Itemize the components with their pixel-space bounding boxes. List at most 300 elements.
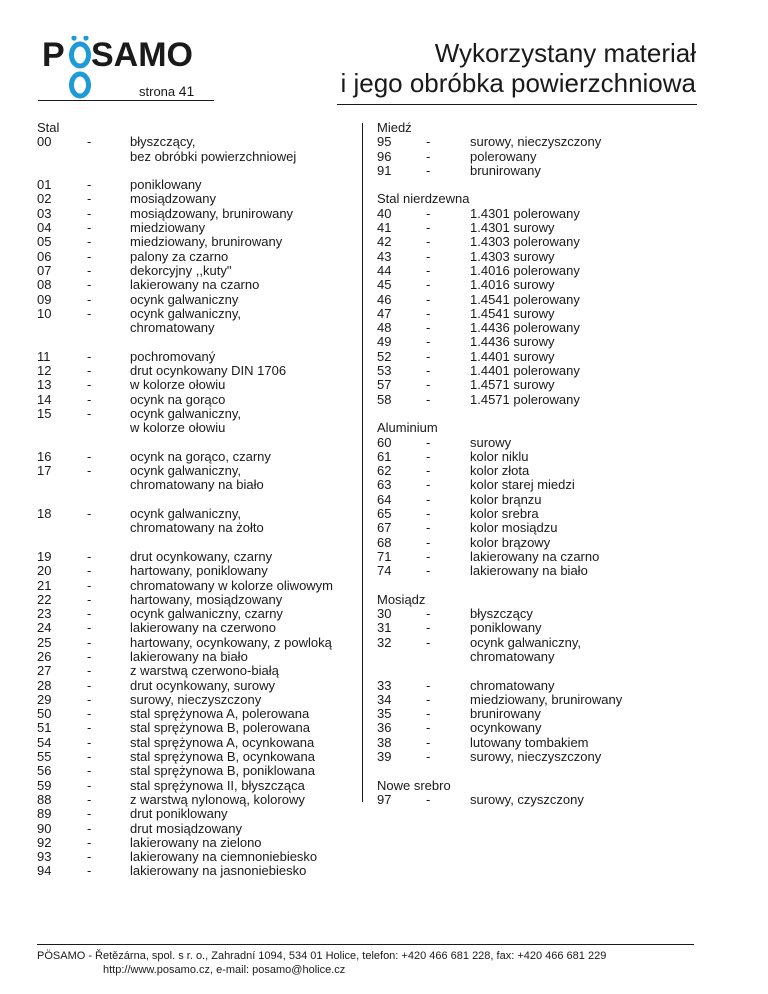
item-dash: - (426, 477, 431, 493)
item-dash: - (426, 262, 431, 278)
item-dash: - (87, 863, 92, 879)
item-code: 71 (377, 548, 392, 564)
item-desc: 1.4016 polerowany (470, 262, 580, 278)
list-item (377, 150, 717, 164)
item-desc: 1.4301 surowy (470, 220, 555, 236)
item-desc: w kolorze ołowiu (130, 377, 226, 393)
item-desc: 1.4401 surowy (470, 348, 555, 364)
page-label (139, 83, 194, 99)
group-title: Mosiądz (377, 591, 426, 607)
list-item (37, 650, 357, 664)
item-dash: - (87, 377, 92, 393)
item-code: 12 (37, 363, 52, 379)
item-dash: - (426, 320, 431, 336)
item-dash: - (426, 534, 431, 550)
list-item (377, 393, 717, 407)
list-item (37, 579, 357, 593)
item-dash: - (87, 448, 92, 464)
item-dash: - (87, 791, 92, 807)
list-item (37, 564, 357, 578)
item-code: 40 (377, 205, 392, 221)
item-dash: - (87, 777, 92, 793)
list-item (37, 264, 357, 278)
item-desc: hartowany, mosiądzowany (130, 591, 283, 607)
item-desc: surowy (470, 434, 512, 450)
item-dash: - (426, 606, 431, 622)
item-desc: ocynk na gorąco (130, 391, 226, 407)
item-dash: - (426, 677, 431, 693)
spacer (37, 493, 357, 507)
item-desc: surowy, nieczyszczony (470, 134, 602, 150)
item-dash: - (87, 248, 92, 264)
item-dash: - (87, 720, 92, 736)
item-code: 08 (37, 277, 52, 293)
item-dash: - (87, 220, 92, 236)
item-desc: lakierowany na czarno (470, 548, 600, 564)
item-dash: - (87, 134, 92, 150)
list-item (377, 478, 717, 492)
item-desc: 1.4016 surowy (470, 277, 555, 293)
item-desc: surowy, nieczyszczony (470, 749, 602, 765)
item-desc: hartowany, ocynkowany, z powloką (130, 634, 332, 650)
item-code: 13 (37, 377, 52, 393)
page-title-line2: i jego obróbka powierzchniowa (340, 68, 696, 98)
item-code: 07 (37, 262, 52, 278)
item-desc: kolor złota (470, 463, 530, 479)
item-desc: stal sprężynowa B, poniklowana (130, 763, 315, 779)
item-code: 65 (377, 506, 392, 522)
page-title (340, 38, 696, 98)
item-desc: pochromovaný (130, 348, 216, 364)
item-code: 43 (377, 248, 392, 264)
item-desc: ocynkowany (470, 720, 542, 736)
spacer (377, 178, 717, 192)
list-item (37, 707, 357, 721)
item-dash: - (87, 849, 92, 865)
item-code: 74 (377, 563, 392, 579)
item-code: 16 (37, 448, 52, 464)
item-desc: stal sprężynowa B, ocynkowana (130, 749, 315, 765)
list-item (377, 321, 717, 335)
item-dash: - (87, 463, 92, 479)
item-code: 29 (37, 691, 52, 707)
item-code: 90 (37, 820, 52, 836)
steel-list (37, 135, 357, 878)
item-code: 27 (37, 663, 52, 679)
item-code: 31 (377, 620, 392, 636)
item-dash: - (87, 548, 92, 564)
item-dash: - (87, 820, 92, 836)
item-desc: ocynk galwaniczny, czarny (130, 606, 283, 622)
list-item (37, 693, 357, 707)
list-item (377, 307, 717, 321)
group-title: Stal nierdzewna (377, 191, 470, 207)
item-desc: drut mosiądzowany (130, 820, 242, 836)
item-dash: - (426, 234, 431, 250)
item-desc: poniklowany (130, 177, 202, 193)
list-item (37, 321, 357, 335)
item-desc: stal sprężynowa A, ocynkowana (130, 734, 315, 750)
list-item (377, 636, 717, 650)
page-title-line1: Wykorzystany materiał (434, 38, 696, 68)
footer (37, 949, 737, 977)
item-dash: - (426, 205, 431, 221)
item-dash: - (87, 177, 92, 193)
item-dash: - (426, 305, 431, 321)
spacer (37, 536, 357, 550)
item-code: 68 (377, 534, 392, 550)
item-code: 92 (37, 834, 52, 850)
item-desc: chromatowany (470, 677, 555, 693)
item-code: 32 (377, 634, 392, 650)
list-item (377, 221, 717, 235)
item-dash: - (426, 520, 431, 536)
item-desc: lakierowany na jasnoniebiesko (130, 863, 307, 879)
item-dash: - (87, 205, 92, 221)
list-item (37, 607, 357, 621)
item-code: 55 (37, 749, 52, 765)
item-desc: kolor mosiądzu (470, 520, 558, 536)
item-code: 42 (377, 234, 392, 250)
item-code: 03 (37, 205, 52, 221)
list-item (37, 736, 357, 750)
item-desc: chromatowany na biało (130, 477, 264, 493)
item-desc: chromatowany na żołto (130, 520, 264, 536)
item-dash: - (87, 291, 92, 307)
item-desc: miedziowany, brunirowany (130, 234, 283, 250)
item-dash: - (426, 548, 431, 564)
item-code: 95 (377, 134, 392, 150)
item-desc: drut ocynkowany DIN 1706 (130, 363, 287, 379)
page-label-text: strona (139, 84, 176, 99)
item-dash: - (87, 234, 92, 250)
item-dash: - (87, 563, 92, 579)
list-item (377, 550, 717, 564)
item-desc: mosiądzowany, brunirowany (130, 205, 294, 221)
item-desc: kolor brązowy (470, 534, 551, 550)
list-item (37, 521, 357, 535)
spacer (37, 436, 357, 450)
list-item (37, 207, 357, 221)
list-item (37, 850, 357, 864)
item-code: 21 (37, 577, 52, 593)
item-dash: - (426, 148, 431, 164)
item-desc: ocynk na gorąco, czarny (130, 448, 271, 464)
item-code: 04 (37, 220, 52, 236)
list-item (37, 364, 357, 378)
list-item (37, 393, 357, 407)
item-code: 15 (37, 405, 52, 421)
group-title-steel: Stal (37, 120, 60, 135)
item-code: 96 (377, 148, 392, 164)
list-item (377, 521, 717, 535)
item-desc: 1.4436 polerowany (470, 320, 580, 336)
item-code: 28 (37, 677, 52, 693)
list-item (37, 793, 357, 807)
list-item (377, 235, 717, 249)
item-code: 47 (377, 305, 392, 321)
item-dash: - (426, 634, 431, 650)
list-item (377, 364, 717, 378)
svg-text:P: P (42, 36, 65, 74)
item-dash: - (87, 577, 92, 593)
item-dash: - (426, 734, 431, 750)
item-dash: - (87, 591, 92, 607)
list-item (377, 250, 717, 264)
item-desc: ocynk galwaniczny, (130, 506, 242, 522)
spacer (37, 164, 357, 178)
item-dash: - (87, 663, 92, 679)
list-item (377, 135, 717, 149)
item-desc: lutowany tombakiem (470, 734, 589, 750)
item-code: 67 (377, 520, 392, 536)
item-code: 06 (37, 248, 52, 264)
item-code: 00 (37, 134, 52, 150)
list-item (37, 636, 357, 650)
list-item (37, 150, 357, 164)
item-code: 60 (377, 434, 392, 450)
item-code: 18 (37, 506, 52, 522)
item-code: 02 (37, 191, 52, 207)
item-code: 94 (37, 863, 52, 879)
item-code: 51 (37, 720, 52, 736)
list-item (37, 550, 357, 564)
item-code: 35 (377, 706, 392, 722)
list-item (37, 235, 357, 249)
item-desc: 1.4541 surowy (470, 305, 555, 321)
item-desc: drut ocynkowany, surowy (130, 677, 275, 693)
item-desc: z warstwą nylonową, kolorowy (130, 791, 305, 807)
item-code: 56 (37, 763, 52, 779)
list-item (377, 278, 717, 292)
item-desc: drut ocynkowany, czarny (130, 548, 273, 564)
item-desc: ocynk galwaniczny, (130, 463, 242, 479)
item-code: 62 (377, 463, 392, 479)
item-dash: - (426, 720, 431, 736)
item-desc: błyszczący, (130, 134, 196, 150)
item-desc: brunirowany (470, 162, 541, 178)
chain-link-icon (72, 44, 89, 96)
item-desc: polerowany (470, 148, 537, 164)
item-code: 57 (377, 377, 392, 393)
list-item (377, 464, 717, 478)
item-code: 88 (37, 791, 52, 807)
item-desc: 1.4571 surowy (470, 377, 555, 393)
item-code: 41 (377, 220, 392, 236)
item-desc: 1.4436 surowy (470, 334, 555, 350)
item-code: 24 (37, 620, 52, 636)
item-dash: - (426, 291, 431, 307)
item-desc: kolor niklu (470, 448, 529, 464)
item-desc: chromatowany (470, 648, 555, 664)
item-desc: stal sprężynowa II, błyszcząca (130, 777, 305, 793)
item-dash: - (87, 506, 92, 522)
list-item (377, 164, 717, 178)
item-dash: - (426, 691, 431, 707)
item-dash: - (87, 262, 92, 278)
item-dash: - (426, 277, 431, 293)
spacer (37, 335, 357, 349)
item-dash: - (426, 706, 431, 722)
other-materials-column (377, 121, 717, 807)
item-desc: 1.4301 polerowany (470, 205, 580, 221)
item-desc: 1.4303 polerowany (470, 234, 580, 250)
footer-rule (37, 944, 694, 945)
item-code: 30 (377, 606, 392, 622)
list-item (37, 278, 357, 292)
item-dash: - (426, 391, 431, 407)
item-code: 52 (377, 348, 392, 364)
item-dash: - (87, 691, 92, 707)
item-dash: - (426, 134, 431, 150)
group-title: Nowe srebro (377, 777, 451, 793)
steel-column (37, 121, 357, 879)
group-title: Aluminium (377, 420, 438, 436)
item-dash: - (87, 620, 92, 636)
item-dash: - (426, 220, 431, 236)
list-item (37, 779, 357, 793)
list-item (37, 421, 357, 435)
item-desc: ocynk galwaniczny, (130, 405, 242, 421)
list-item (377, 607, 717, 621)
item-code: 23 (37, 606, 52, 622)
item-desc: ocynk galwaniczny, (130, 305, 242, 321)
item-dash: - (87, 749, 92, 765)
list-item (37, 192, 357, 206)
item-desc: w kolorze ołowiu (130, 420, 226, 436)
item-desc: 1.4401 polerowany (470, 363, 580, 379)
item-code: 25 (37, 634, 52, 650)
list-item (377, 750, 717, 764)
item-dash: - (87, 734, 92, 750)
list-item (377, 736, 717, 750)
item-code: 53 (377, 363, 392, 379)
item-dash: - (426, 620, 431, 636)
svg-text:SAMO: SAMO (91, 36, 193, 74)
group-title: Miedź (377, 120, 412, 135)
list-item (377, 436, 717, 450)
item-dash: - (426, 434, 431, 450)
list-item (377, 350, 717, 364)
item-code: 20 (37, 563, 52, 579)
list-item (37, 178, 357, 192)
item-code: 22 (37, 591, 52, 607)
list-item (37, 807, 357, 821)
list-item (37, 135, 357, 149)
item-code: 19 (37, 548, 52, 564)
list-item (377, 564, 717, 578)
item-desc: lakierowany na ciemnoniebiesko (130, 849, 318, 865)
item-dash: - (87, 634, 92, 650)
list-item (37, 764, 357, 778)
item-dash: - (426, 448, 431, 464)
item-code: 05 (37, 234, 52, 250)
item-code: 09 (37, 291, 52, 307)
item-desc: dekorcyjny ,,kuty" (130, 262, 232, 278)
item-dash: - (426, 363, 431, 379)
item-desc: surowy, czyszczony (470, 791, 584, 807)
item-dash: - (87, 648, 92, 664)
item-desc: miedziowany (130, 220, 206, 236)
item-dash: - (426, 491, 431, 507)
item-dash: - (426, 463, 431, 479)
header-underline (337, 104, 697, 105)
list-item (377, 335, 717, 349)
item-desc: kolor srebra (470, 506, 539, 522)
item-code: 63 (377, 477, 392, 493)
item-code: 89 (37, 806, 52, 822)
item-dash: - (426, 248, 431, 264)
item-desc: lakierowany na biało (470, 563, 588, 579)
item-desc: z warstwą czerwono-białą (130, 663, 279, 679)
item-code: 59 (37, 777, 52, 793)
item-desc: 1.4571 polerowany (470, 391, 580, 407)
item-dash: - (426, 377, 431, 393)
list-item (377, 650, 717, 664)
item-desc: ocynk galwaniczny, (470, 634, 582, 650)
item-code: 33 (377, 677, 392, 693)
item-desc: brunirowany (470, 706, 541, 722)
item-desc: lakierowany na czerwono (130, 620, 276, 636)
item-desc: 1.4541 polerowany (470, 291, 580, 307)
item-desc: poniklowany (470, 620, 542, 636)
item-dash: - (426, 162, 431, 178)
item-dash: - (87, 277, 92, 293)
item-code: 45 (377, 277, 392, 293)
list-item (37, 721, 357, 735)
item-desc: kolor starej miedzi (470, 477, 575, 493)
list-item (37, 378, 357, 392)
item-code: 93 (37, 849, 52, 865)
item-desc: 1.4303 surowy (470, 248, 555, 264)
item-dash: - (426, 563, 431, 579)
page-number: 41 (178, 83, 195, 99)
item-code: 54 (37, 734, 52, 750)
list-item (37, 750, 357, 764)
item-code: 39 (377, 749, 392, 765)
item-dash: - (87, 363, 92, 379)
item-dash: - (426, 334, 431, 350)
item-desc: chromatowany (130, 320, 215, 336)
item-dash: - (87, 763, 92, 779)
item-code: 38 (377, 734, 392, 750)
list-item (37, 464, 357, 478)
list-item (37, 822, 357, 836)
item-desc: drut poniklowany (130, 806, 228, 822)
item-desc: ocynk galwaniczny (130, 291, 239, 307)
item-dash: - (87, 305, 92, 321)
item-code: 49 (377, 334, 392, 350)
spacer (377, 407, 717, 421)
item-desc: miedziowany, brunirowany (470, 691, 623, 707)
item-desc: mosiądzowany (130, 191, 216, 207)
item-code: 26 (37, 648, 52, 664)
item-code: 50 (37, 706, 52, 722)
item-dash: - (87, 191, 92, 207)
item-desc: lakierowany na zielono (130, 834, 262, 850)
list-item (377, 536, 717, 550)
list-item (377, 793, 717, 807)
item-desc: surowy, nieczyszczony (130, 691, 262, 707)
list-item (37, 350, 357, 364)
list-item (37, 836, 357, 850)
list-item (37, 864, 357, 878)
item-code: 46 (377, 291, 392, 307)
item-desc: bez obróbki powierzchniowej (130, 148, 297, 164)
list-item (377, 493, 717, 507)
item-code: 36 (377, 720, 392, 736)
item-code: 97 (377, 791, 392, 807)
